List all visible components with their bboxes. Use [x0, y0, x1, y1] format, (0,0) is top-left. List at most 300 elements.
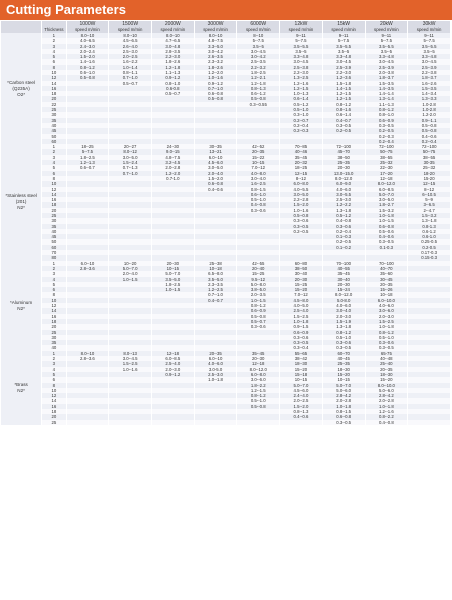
speed-cell: 1.8--2.2: [237, 383, 280, 388]
speed-cell: 5.0--7.0: [322, 383, 365, 388]
speed-cell: 42--55: [237, 261, 280, 266]
speed-cell: 3.0--5.0: [109, 155, 152, 160]
speed-cell: 0.5--0.8: [280, 213, 323, 218]
speed-cell: 2.0--2.5: [280, 398, 323, 403]
header-power: 1000W: [66, 21, 109, 27]
speed-cell: 3.3--5.0: [194, 44, 237, 49]
speed-cell: 1.2--2.2: [322, 202, 365, 207]
speed-cell: 35--60: [365, 271, 408, 276]
speed-cell: 0.3--0.5: [280, 224, 323, 229]
speed-cell: 1.4--1.4: [365, 91, 408, 96]
speed-cell: 1.0--1.8: [365, 213, 408, 218]
speed-cell: 9--11: [408, 33, 451, 38]
thickness-cell: 25: [42, 420, 66, 425]
speed-cell: 5--7.5: [66, 149, 109, 154]
speed-cell: 6--10.5: [408, 192, 451, 197]
speed-cell: 42--52: [237, 144, 280, 149]
speed-cell: 1.0--1.3: [280, 91, 323, 96]
speed-cell: 12--15: [280, 171, 323, 176]
header-power: 15kW: [322, 21, 365, 27]
speed-cell: 0.8--1.6: [322, 107, 365, 112]
speed-cell: 1.0--1.5: [109, 277, 152, 282]
thickness-cell: 3: [42, 361, 66, 366]
speed-cell: 72--100: [365, 144, 408, 149]
speed-cell: 0.6--0.8: [322, 414, 365, 419]
speed-cell: 2.8--4.2: [322, 393, 365, 398]
speed-cell: 0.5--0.7: [151, 91, 194, 96]
speed-cell: 2.5--3.9: [365, 65, 408, 70]
speed-cell: 2.0--2.8: [365, 398, 408, 403]
speed-cell: 12--15: [408, 181, 451, 186]
speed-cell: 0.5--1.2: [322, 213, 365, 218]
speed-cell: 1.0--1.5: [237, 298, 280, 303]
speed-cell: 0.5--0.8: [66, 75, 109, 80]
speed-cell: 1.2--1.6: [280, 81, 323, 86]
speed-cell: 4.5--6.0: [194, 160, 237, 165]
speed-cell: 0.6--1.2: [237, 91, 280, 96]
speed-cell: 0.5--1.0: [365, 335, 408, 340]
speed-cell: 1.4--3.5: [365, 86, 408, 91]
speed-cell: 8.0--10: [66, 33, 109, 38]
speed-cell: 1.8--2.5: [66, 155, 109, 160]
speed-cell: 1.2--2.5: [194, 287, 237, 292]
speed-cell: 8--10: [237, 33, 280, 38]
speed-cell: 55--65: [280, 351, 323, 356]
speed-cell: 0.8-1.3: [408, 224, 451, 229]
speed-cell: 1.5--2.4: [109, 160, 152, 165]
speed-cell: 0.8--1.2: [365, 330, 408, 335]
speed-cell: 15--20: [280, 287, 323, 292]
speed-cell: 12--18: [237, 361, 280, 366]
speed-cell: 3.0--4.5: [237, 49, 280, 54]
speed-cell: 0.8--2.2: [365, 414, 408, 419]
speed-cell: 30--45: [365, 277, 408, 282]
speed-cell: 1.2--2.1: [237, 75, 280, 80]
speed-cell: 0.5--0.8: [237, 314, 280, 319]
speed-cell: 6.5--8.0: [194, 271, 237, 276]
thickness-cell: 12: [42, 393, 66, 398]
thickness-cell: 20: [42, 414, 66, 419]
speed-cell: 0.6--0.8: [365, 224, 408, 229]
thickness-cell: 45: [42, 234, 66, 239]
speed-cell: 6.0--9.0: [322, 181, 365, 186]
speed-cell: 0.4--0.8: [237, 202, 280, 207]
speed-cell: 5.0-8.0: [322, 298, 365, 303]
speed-cell: 0.3--0.6: [237, 324, 280, 329]
speed-cell: 35--45: [280, 155, 323, 160]
speed-cell: 0.6--0.8: [194, 181, 237, 186]
speed-cell: 0.3--0.6: [280, 335, 323, 340]
speed-cell: [408, 420, 451, 425]
speed-cell: 60--70: [322, 351, 365, 356]
speed-cell: 8.0--10.0: [365, 383, 408, 388]
thickness-cell: 40: [42, 229, 66, 234]
thickness-cell: 14: [42, 192, 66, 197]
header-thickness: Thickness: [42, 27, 66, 33]
speed-cell: 8.0--12.0: [322, 292, 365, 297]
speed-cell: 22--30: [365, 165, 408, 170]
speed-cell: 2.3--3.5: [194, 282, 237, 287]
thickness-cell: 30: [42, 335, 66, 340]
speed-cell: 0.2--0.5: [280, 229, 323, 234]
speed-cell: 25--32: [365, 160, 408, 165]
speed-cell: 0.2--0.3: [280, 128, 323, 133]
speed-cell: 0.3--0.5: [280, 340, 323, 345]
thickness-cell: 4: [42, 160, 66, 165]
speed-cell: 2.5--4.0: [151, 361, 194, 366]
thickness-cell: 12: [42, 75, 66, 80]
speed-cell: 0.5--0.7: [109, 81, 152, 86]
speed-cell: 20--40: [237, 266, 280, 271]
speed-cell: 4.5--6.5: [109, 38, 152, 43]
thickness-cell: 3: [42, 155, 66, 160]
speed-cell: 3.0--4.5: [322, 59, 365, 64]
speed-cell: 0.9--1.2: [151, 75, 194, 80]
speed-cell: 1.5--2.5: [365, 319, 408, 324]
speed-cell: 2.8--3.6: [66, 266, 109, 271]
speed-cell: 1.2--3.6: [322, 75, 365, 80]
speed-cell: 4.5--6.0: [280, 388, 323, 393]
speed-cell: 1.5--1.8: [322, 81, 365, 86]
thickness-cell: 3: [42, 44, 66, 49]
speed-cell: 1.5--3.2: [408, 213, 451, 218]
speed-cell: 3.3--4.8: [322, 54, 365, 59]
speed-cell: 3.5--5.5: [322, 44, 365, 49]
speed-cell: 0.2--0.3: [365, 134, 408, 139]
thickness-cell: 5: [42, 54, 66, 59]
speed-cell: 2.8--3.5: [151, 49, 194, 54]
speed-cell: 0.4--0.6: [194, 187, 237, 192]
speed-cell: 3.0--5.5: [322, 192, 365, 197]
speed-cell: 1.2--1.5: [322, 96, 365, 101]
speed-cell: 2.5--3.0: [322, 197, 365, 202]
speed-cell: 6.0--10.0: [365, 298, 408, 303]
page-title: Cutting Parameters: [0, 0, 452, 20]
speed-cell: 1.8--2.5: [151, 282, 194, 287]
speed-cell: 3.0--6.0: [237, 377, 280, 382]
speed-cell: 1.5--2.0: [194, 176, 237, 181]
speed-cell: 1.2--1.8: [151, 65, 194, 70]
speed-cell: 1.0--1.8: [322, 404, 365, 409]
thickness-cell: 5: [42, 165, 66, 170]
speed-cell: 1.6--2.5: [237, 181, 280, 186]
speed-cell: 2.0--4.0: [194, 171, 237, 176]
speed-cell: 0.3--0.6: [365, 340, 408, 345]
speed-cell: 1.0--1.6: [109, 367, 152, 372]
speed-cell: 20--30: [237, 356, 280, 361]
speed-cell: 1.0--1.5: [365, 218, 408, 223]
speed-cell: 3.8--5.0: [237, 287, 280, 292]
speed-cell: 0.3--0.6: [322, 340, 365, 345]
speed-cell: [151, 420, 194, 425]
speed-cell: 0.6--1.4: [322, 112, 365, 117]
speed-cell: 6.0--8.5: [151, 356, 194, 361]
speed-cell: 0.5--0.8: [194, 96, 237, 101]
speed-cell: 2.0--2.8: [322, 398, 365, 403]
speed-cell: 0.4--0.6: [408, 134, 451, 139]
speed-cell: 0.5--1.0: [237, 197, 280, 202]
header-speed-unit: speed m/min: [322, 27, 365, 33]
thickness-cell: 45: [42, 128, 66, 133]
speed-cell: 15--26: [365, 287, 408, 292]
speed-cell: 0.3--0.5: [322, 123, 365, 128]
thickness-cell: 35: [42, 340, 66, 345]
speed-cell: 1.0--1.5: [151, 287, 194, 292]
speed-cell: 4.8--7.5: [151, 155, 194, 160]
speed-cell: 2.8--4.2: [365, 393, 408, 398]
speed-cell: 1.0--1.6: [280, 208, 323, 213]
speed-cell: 10--18: [365, 292, 408, 297]
thickness-cell: 16: [42, 197, 66, 202]
speed-cell: 2.0--2.5: [109, 54, 152, 59]
speed-cell: 0.7--1.0: [194, 292, 237, 297]
speed-cell: 0.2--0.5: [322, 128, 365, 133]
speed-cell: 38--55: [365, 155, 408, 160]
speed-cell: 2.0--2.8: [151, 165, 194, 170]
speed-cell: 12--18: [151, 351, 194, 356]
header-speed-unit: speed m/min: [66, 27, 109, 33]
thickness-cell: 14: [42, 81, 66, 86]
speed-cell: 30--40: [280, 271, 323, 276]
speed-cell: 9--11: [280, 33, 323, 38]
header-speed-unit: speed m/min: [194, 27, 237, 33]
speed-cell: 2.5--3.8: [280, 65, 323, 70]
speed-cell: 1.8--3.7: [408, 75, 451, 80]
speed-cell: 3.0--4.2: [194, 49, 237, 54]
material-label: *Brass N2*: [1, 351, 42, 425]
speed-cell: 0.8--1.2: [322, 102, 365, 107]
speed-cell: 6.0--10: [194, 356, 237, 361]
thickness-cell: 35: [42, 118, 66, 123]
speed-cell: 5.0--7.0: [151, 271, 194, 276]
speed-cell: 5--7.5: [280, 38, 323, 43]
thickness-cell: 4: [42, 367, 66, 372]
speed-cell: 0.3--0.55: [237, 102, 280, 107]
speed-cell: 1.3--1.8: [322, 324, 365, 329]
speed-cell: 25--35: [322, 160, 365, 165]
speed-cell: 3.5--5.0: [194, 277, 237, 282]
table-body: [1, 33, 451, 425]
speed-cell: 1.8--2.6: [194, 65, 237, 70]
speed-cell: 1.2-2.0: [408, 112, 451, 117]
speed-cell: 40--45: [322, 356, 365, 361]
speed-cell: 15--22: [237, 155, 280, 160]
speed-cell: 6.0--8.0: [280, 181, 323, 186]
speed-cell: 0.6-1.0: [408, 234, 451, 239]
speed-cell: 4.7--6.5: [151, 38, 194, 43]
speed-cell: 1.0--1.8: [280, 319, 323, 324]
speed-cell: 1.8--2.7: [365, 202, 408, 207]
speed-cell: 0.4--0.8: [322, 218, 365, 223]
speed-cell: 7.0--12: [280, 292, 323, 297]
speed-cell: 25--38: [194, 261, 237, 266]
thickness-cell: 14: [42, 398, 66, 403]
thickness-cell: 50: [42, 239, 66, 244]
speed-cell: 30-35: [408, 160, 451, 165]
speed-cell: 24--30: [151, 144, 194, 149]
speed-cell: 0.8--1.0: [151, 81, 194, 86]
speed-cell: 3.3--4.8: [280, 54, 323, 59]
speed-cell: 0.5--0.6: [365, 229, 408, 234]
thickness-cell: 16: [42, 314, 66, 319]
speed-cell: 1.0-2.8: [408, 107, 451, 112]
header-speed-unit: speed m/min: [151, 27, 194, 33]
thickness-cell: 3: [42, 271, 66, 276]
speed-cell: 20--35: [365, 367, 408, 372]
speed-cell: 70--100: [322, 261, 365, 266]
header-power: 30kW: [408, 21, 451, 27]
speed-cell: 0.5--0.7: [237, 319, 280, 324]
speed-cell: 15--20: [322, 372, 365, 377]
speed-cell: 0.4--0.6: [365, 234, 408, 239]
speed-cell: 1.2--1.6: [365, 409, 408, 414]
speed-cell: 6.0--8.5: [365, 187, 408, 192]
speed-cell: 70--100: [365, 261, 408, 266]
speed-cell: 2.0--2.4: [66, 49, 109, 54]
speed-cell: 0.1--0.2: [322, 245, 365, 250]
speed-cell: 0.6--1.0: [237, 192, 280, 197]
speed-cell: 15--20: [280, 367, 323, 372]
speed-cell: 0.2--0.4: [365, 139, 408, 144]
header-power: 1500W: [109, 21, 152, 27]
speed-cell: 4.0--8.0: [237, 171, 280, 176]
speed-cell: 0.6--1.0: [66, 70, 109, 75]
speed-cell: 15--25: [280, 282, 323, 287]
speed-cell: 1.0--1.8: [194, 377, 237, 382]
header-speed-unit: speed m/min: [365, 27, 408, 33]
speed-cell: 3.5--5.5: [408, 44, 451, 49]
speed-cell: 2.5--3.9: [322, 65, 365, 70]
speed-cell: 20--30: [280, 277, 323, 282]
speed-cell: 3.5--5: [237, 44, 280, 49]
thickness-cell: 60: [42, 139, 66, 144]
speed-cell: 1.6--2.2: [109, 59, 152, 64]
speed-cell: 45--70: [322, 149, 365, 154]
speed-cell: 0.2-0.5: [408, 245, 451, 250]
speed-cell: 25--32: [408, 165, 451, 170]
speed-cell: 20--35: [365, 282, 408, 287]
thickness-cell: 80: [42, 255, 66, 260]
speed-cell: 0.17-0.3: [408, 250, 451, 255]
speed-cell: 2.2--3.0: [280, 70, 323, 75]
speed-cell: 18--25: [66, 144, 109, 149]
speed-cell: 2--4.7: [408, 208, 451, 213]
speed-cell: 18--30: [365, 372, 408, 377]
speed-cell: 2.3--3.2: [194, 59, 237, 64]
speed-cell: 0.4--0.7: [322, 118, 365, 123]
speed-cell: 1.5--2.0: [66, 54, 109, 59]
speed-cell: 3.0--4.8: [151, 44, 194, 49]
speed-cell: 2.4--3.0: [66, 44, 109, 49]
speed-cell: 3.0--4.2: [237, 54, 280, 59]
thickness-cell: 18: [42, 202, 66, 207]
speed-cell: 8.0--12.0: [365, 181, 408, 186]
speed-cell: 2.6--4.0: [109, 44, 152, 49]
speed-cell: 0.3--0.5: [365, 239, 408, 244]
speed-cell: 4.0--6.0: [322, 303, 365, 308]
thickness-cell: 70: [42, 250, 66, 255]
speed-cell: 0.6-1.2: [408, 229, 451, 234]
thickness-cell: 6: [42, 171, 66, 176]
speed-cell: 10--18: [194, 266, 237, 271]
header-speed-unit: speed m/min: [109, 27, 152, 33]
speed-cell: 2.0--3.0: [365, 314, 408, 319]
speed-cell: 1.5--1.9: [322, 319, 365, 324]
speed-cell: 15--20: [365, 377, 408, 382]
thickness-cell: 30: [42, 218, 66, 223]
thickness-cell: 40: [42, 345, 66, 350]
thickness-cell: 10: [42, 70, 66, 75]
thickness-cell: 4: [42, 49, 66, 54]
speed-cell: 20--35: [237, 149, 280, 154]
speed-cell: 1.8--2.5: [237, 70, 280, 75]
speed-cell: 6.0--10: [66, 261, 109, 266]
speed-cell: 35--45: [237, 351, 280, 356]
thickness-cell: 16: [42, 404, 66, 409]
speed-cell: 3.0-5.0: [194, 367, 237, 372]
header-speed-unit: speed m/min: [408, 27, 451, 33]
header-power: 2000W: [151, 21, 194, 27]
speed-cell: 1.0--1.8: [365, 404, 408, 409]
speed-cell: 0.3--0.5: [365, 345, 408, 350]
speed-cell: 0.8--1.2: [66, 65, 109, 70]
speed-cell: 3.5--5: [322, 49, 365, 54]
speed-cell: 3.0--4.0: [237, 176, 280, 181]
speed-cell: 0.2--0.7: [280, 118, 323, 123]
thickness-cell: 8: [42, 176, 66, 181]
speed-cell: 2.5--4.0: [280, 308, 323, 313]
speed-cell: 0.5--0.8: [237, 404, 280, 409]
speed-cell: 3.0--5.0: [280, 192, 323, 197]
speed-cell: 18--25: [280, 165, 323, 170]
speed-cell: 0.4--0.8: [365, 420, 408, 425]
thickness-cell: 12: [42, 187, 66, 192]
speed-cell: 15--25: [237, 271, 280, 276]
speed-cell: 60--80: [280, 261, 323, 266]
speed-cell: 1.2--1.5: [237, 388, 280, 393]
material-label: *Carbon steel (Q235A) O2*: [1, 33, 42, 144]
speed-cell: 0.7--1.0: [109, 171, 152, 176]
thickness-cell: 8: [42, 65, 66, 70]
speed-cell: 20--27: [109, 144, 152, 149]
speed-cell: 40--46: [280, 149, 323, 154]
speed-cell: 1.4--3.4: [408, 91, 451, 96]
speed-cell: 0.1-0.3: [365, 245, 408, 250]
speed-cell: 1.4--1.6: [66, 59, 109, 64]
speed-cell: 3.5--5: [280, 49, 323, 54]
speed-cell: 0.5--0.8: [237, 96, 280, 101]
speed-cell: 5.0--7.0: [280, 383, 323, 388]
speed-cell: 72--100: [408, 144, 451, 149]
speed-cell: 5--9: [408, 197, 451, 202]
thickness-cell: 2: [42, 266, 66, 271]
thickness-cell: 18: [42, 319, 66, 324]
thickness-cell: 20: [42, 324, 66, 329]
speed-cell: 8.0--10: [66, 351, 109, 356]
speed-cell: 0.6--0.7: [66, 165, 109, 170]
thickness-cell: 1: [42, 144, 66, 149]
thickness-cell: 2: [42, 149, 66, 154]
speed-cell: 1.8--3.7: [365, 75, 408, 80]
speed-cell: 10--15: [322, 377, 365, 382]
speed-cell: 3.0--6.0: [365, 308, 408, 313]
speed-cell: 25--40: [365, 361, 408, 366]
speed-cell: 3.2--4.5: [151, 160, 194, 165]
thickness-cell: 14: [42, 308, 66, 313]
speed-cell: 10--15: [151, 266, 194, 271]
speed-cell: 0.7--1.0: [109, 75, 152, 80]
speed-cell: 4.5--8.0: [280, 298, 323, 303]
